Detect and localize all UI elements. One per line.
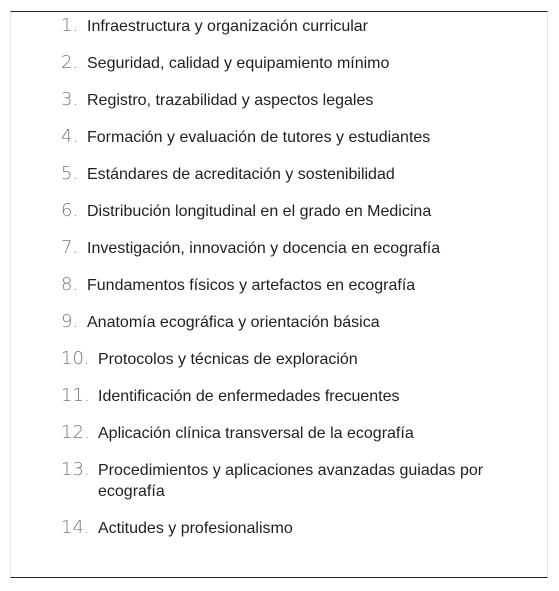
- item-number: 14.: [61, 517, 90, 538]
- item-text: Identificación de enfermedades frecuentes: [98, 388, 400, 405]
- item-text: Aplicación clínica transversal de la ecografía: [98, 425, 414, 442]
- item-number: 7.: [61, 237, 79, 258]
- item-number: 5.: [61, 163, 79, 184]
- item-text: Investigación, innovación y docencia en ecografía: [87, 240, 441, 257]
- item-number: 12.: [61, 422, 90, 443]
- item-number: 8.: [61, 274, 79, 295]
- item-text: Procedimientos y aplicaciones avanzadas guiadas por ecografía: [98, 462, 484, 500]
- list-frame: [10, 11, 548, 578]
- item-text: Protocolos y técnicas de exploración: [98, 351, 358, 368]
- item-text: Distribución longitudinal en el grado en Medicina: [87, 203, 432, 220]
- item-number: 9.: [61, 311, 79, 332]
- item-text: Anatomía ecográfica y orientación básica: [87, 314, 380, 331]
- item-text: Seguridad, calidad y equipamiento mínimo: [87, 55, 390, 72]
- item-number: 6.: [61, 200, 79, 221]
- item-number: 1.: [61, 15, 79, 36]
- item-number: 11.: [61, 385, 90, 406]
- item-text: Actitudes y profesionalismo: [98, 520, 293, 537]
- item-text: Infraestructura y organización curricular: [87, 18, 369, 35]
- item-number: 3.: [61, 89, 79, 110]
- item-number: 10.: [61, 348, 90, 369]
- item-number: 4.: [61, 126, 79, 147]
- item-text: Registro, trazabilidad y aspectos legales: [87, 92, 374, 109]
- item-number: 13.: [61, 459, 90, 480]
- item-text: Formación y evaluación de tutores y estudiantes: [87, 129, 431, 146]
- item-text: Estándares de acreditación y sostenibilidad: [87, 166, 395, 183]
- item-number: 2.: [61, 52, 79, 73]
- item-text: Fundamentos físicos y artefactos en ecografía: [87, 277, 416, 294]
